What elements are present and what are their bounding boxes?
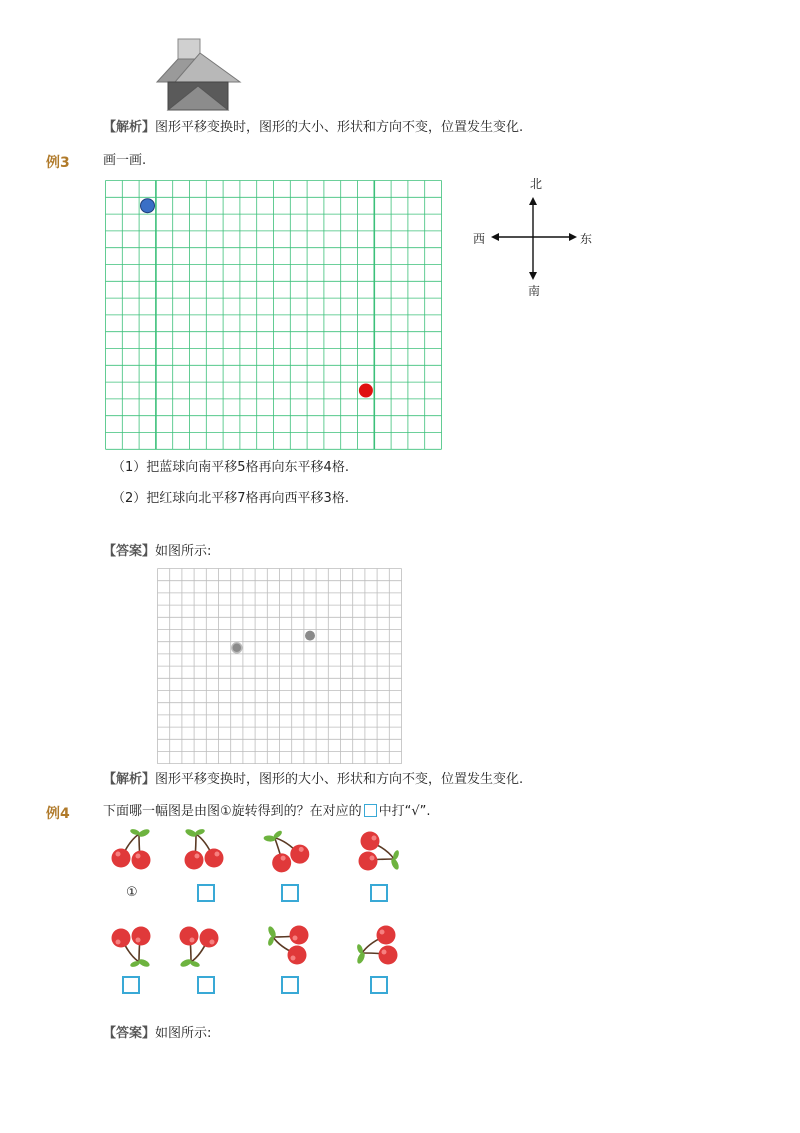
checkbox-6[interactable] [197, 976, 215, 994]
moved-red-ball [305, 631, 315, 641]
compass-north-label: 北 [530, 177, 543, 191]
cherry-icon [104, 826, 158, 876]
cherry-icon [104, 920, 158, 970]
figure-1-label: ① [126, 885, 138, 900]
answer-line-4 [103, 1025, 211, 1043]
checkbox-2[interactable] [197, 884, 215, 902]
task-1: （1）把蓝球向南平移5格再向东平移4格. [112, 460, 349, 475]
cherry-6 [172, 920, 226, 974]
prompt-after: 中打“√”. [378, 804, 431, 819]
cherry-7 [263, 920, 317, 974]
analysis-tag: 【解析】 [103, 120, 156, 135]
red-ball [359, 384, 373, 398]
task-2: （2）把红球向北平移7格再向西平移3格. [112, 491, 349, 506]
cherry-1 [104, 826, 158, 880]
cherry-icon [350, 826, 404, 876]
inline-checkbox-icon [364, 804, 377, 817]
example3-label: 例3 [46, 155, 70, 171]
compass-west-label: 西 [473, 232, 486, 246]
answer-tag: 【答案】 [103, 544, 156, 559]
house-figure [150, 36, 245, 114]
moved-blue-ball [232, 643, 242, 653]
blue-ball [141, 199, 155, 213]
analysis-text: 图形平移变换时，图形的大小、形状和方向不变，位置发生变化. [155, 772, 524, 787]
prompt-before: 下面哪一幅图是由图①旋转得到的？在对应的 [103, 804, 362, 819]
cherry-icon [352, 920, 406, 970]
compass-south-label: 南 [528, 284, 541, 298]
checkbox-3[interactable] [281, 884, 299, 902]
answer-text: 如图所示: [155, 544, 212, 559]
example3-prompt: 画一画. [103, 153, 147, 168]
green-grid [105, 180, 442, 451]
analysis-line-1 [103, 119, 523, 137]
answer-line-3 [103, 543, 211, 561]
example4-label: 例4 [46, 806, 70, 822]
answer-tag: 【答案】 [103, 1026, 156, 1041]
compass-east-label: 东 [580, 232, 593, 246]
cherry-3 [261, 826, 315, 880]
answer-grid [157, 568, 402, 764]
cherry-4 [350, 826, 404, 880]
checkbox-4[interactable] [370, 884, 388, 902]
cherry-icon [172, 920, 226, 970]
cherry-8 [352, 920, 406, 974]
cherry-5 [104, 920, 158, 974]
answer-text: 如图所示: [155, 1026, 212, 1041]
analysis-line-2 [103, 771, 523, 789]
cherry-icon [263, 920, 317, 970]
checkbox-8[interactable] [370, 976, 388, 994]
cherry-icon [261, 826, 315, 876]
example4-prompt [103, 803, 431, 821]
checkbox-5[interactable] [122, 976, 140, 994]
cherry-icon [177, 826, 231, 876]
cherry-2 [177, 826, 231, 880]
checkbox-7[interactable] [281, 976, 299, 994]
analysis-tag: 【解析】 [103, 772, 156, 787]
analysis-text: 图形平移变换时，图形的大小、形状和方向不变，位置发生变化. [155, 120, 524, 135]
